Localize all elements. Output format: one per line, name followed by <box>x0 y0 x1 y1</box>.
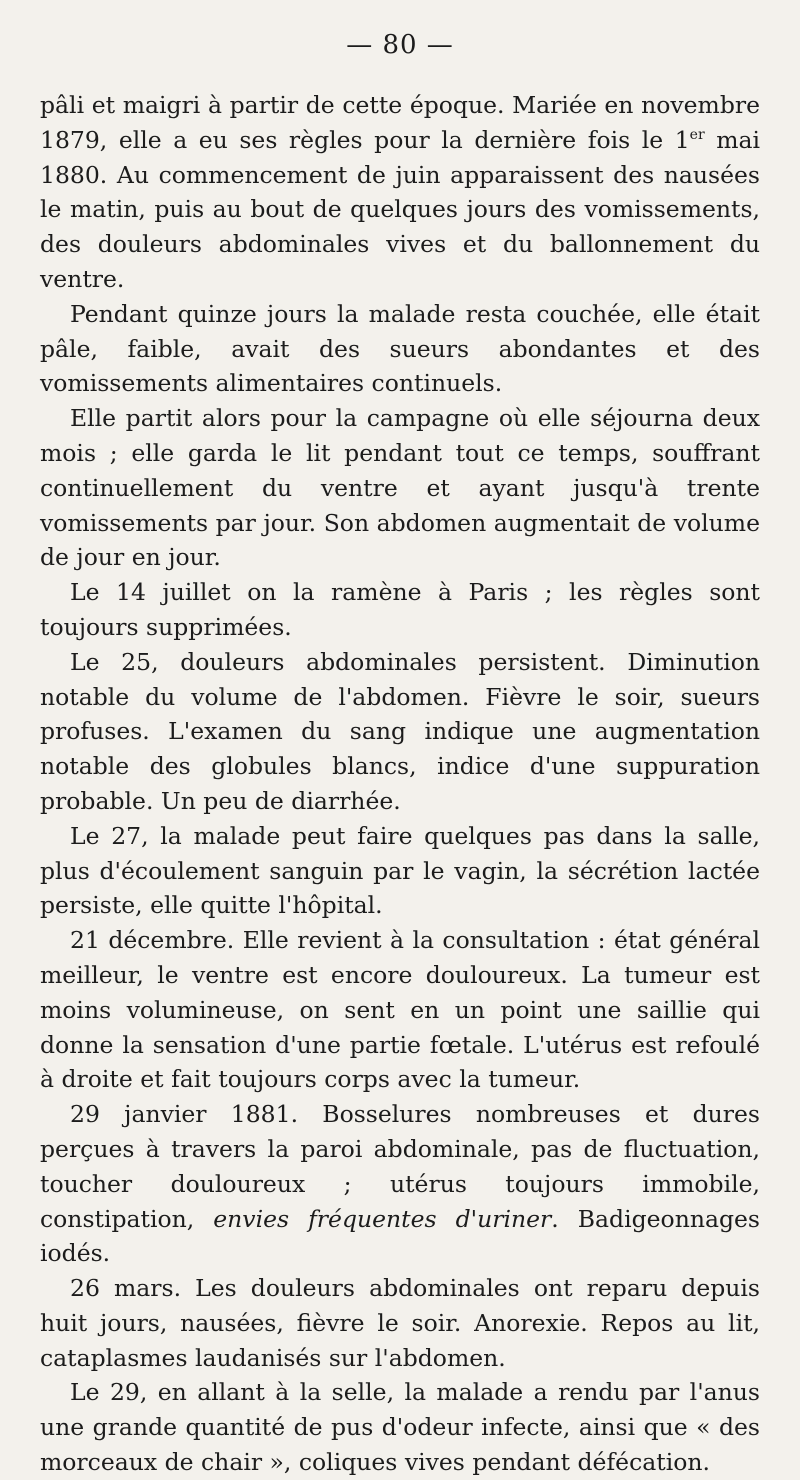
text-segment: 26 mars. Les douleurs abdominales ont reparu depuis huit jours, nausées, fièvre le soir. Anorexie. Repos au lit, cataplasmes laudanisés sur l'abdomen. <box>40 1274 760 1372</box>
paragraph <box>40 1375 760 1479</box>
paragraph <box>40 645 760 819</box>
body-text <box>40 88 760 1480</box>
paragraph <box>40 819 760 923</box>
text-segment: Le 27, la malade peut faire quelques pas dans la salle, plus d'écoulement sanguin par le vagin, la sécrétion lactée persiste, elle quitte l'hôpital. <box>40 821 760 920</box>
paragraph <box>40 1097 760 1271</box>
text-segment: Le 14 juillet on la ramène à Paris ; les règles sont toujours supprimées. <box>40 578 760 641</box>
paragraph <box>40 401 760 575</box>
text-segment: pâli et maigri à partir de cette époque. Mariée en novembre 1879, elle a eu ses règles pour la dernière fois le 1 <box>40 91 760 154</box>
text-segment: mai 1880. Au commencement de juin apparaissent des nausées le matin, puis au bout de quelques jours des vomissements, des douleurs abdominales vives et du ballonnement du ventre. <box>40 125 760 293</box>
paragraph <box>40 923 760 1097</box>
text-segment: Le 29, en allant à la selle, la malade a rendu par l'anus une grande quantité de pus d'odeur infecte, ainsi que « des morceaux de chair », coliques vives pendant défécation. <box>40 1378 760 1477</box>
paragraph <box>40 297 760 401</box>
superscript: er <box>689 126 705 143</box>
paragraph <box>40 575 760 645</box>
paragraph <box>40 88 760 297</box>
text-segment: 21 décembre. Elle revient à la consultation : état général meilleur, le ventre est encore douloureux. La tumeur est moins volumineuse, on sent en un point une saillie qui donne la sensation d'une partie fœtale. L'utérus est refoulé à droite et fait toujours corps avec la tumeur. <box>40 926 760 1094</box>
text-segment: 29 janvier 1881. Bosselures nombreuses et dures perçues à travers la paroi abdominale, pas de fluctuation, toucher douloureux ; utérus toujours immobile, constipation, <box>40 1100 760 1233</box>
text-segment: Pendant quinze jours la malade resta couchée, elle était pâle, faible, avait des sueurs abondantes et des vomissements alimentaires continuels. <box>40 299 760 398</box>
text-segment: Le 25, douleurs abdominales persistent. Diminution notable du volume de l'abdomen. Fièvre le soir, sueurs profuses. L'examen du sang indique une augmentation notable des globules blancs, indice d'une suppuration probable. Un peu de diarrhée. <box>40 647 760 815</box>
page-number: — 80 — <box>346 30 454 60</box>
paragraph <box>40 1271 760 1375</box>
text-segment: . Badigeonnages iodés. <box>40 1204 760 1268</box>
text-segment: Elle partit alors pour la campagne où elle séjourna deux mois ; elle garda le lit pendant tout ce temps, souffrant continuellement du ventre et ayant jusqu'à trente vomissements par jour. Son abdomen augmentait de volume de jour en jour. <box>40 404 760 572</box>
italic-phrase: envies fréquentes d'uriner <box>213 1204 552 1233</box>
